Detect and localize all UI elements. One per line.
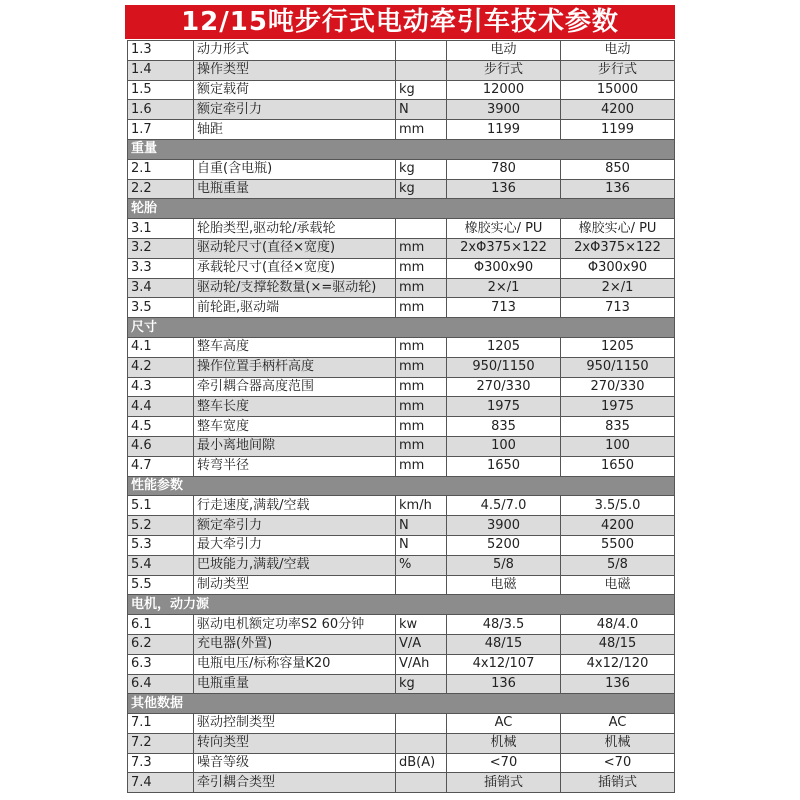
- spec-unit: N: [396, 535, 447, 555]
- spec-unit: mm: [396, 377, 447, 397]
- spec-name: 轮胎类型,驱动轮/承载轮: [194, 219, 396, 239]
- table-row: [128, 100, 675, 120]
- spec-name: 驱动控制类型: [194, 714, 396, 734]
- spec-name: 操作位置手柄杆高度: [194, 357, 396, 377]
- spec-name: 最小离地间隙: [194, 436, 396, 456]
- section-header: [128, 199, 675, 219]
- spec-name: 牵引耦合器高度范围: [194, 377, 396, 397]
- spec-value-15t: 4200: [561, 100, 675, 120]
- spec-unit: kw: [396, 615, 447, 635]
- table-row: [128, 773, 675, 793]
- spec-unit: [396, 575, 447, 595]
- table-row: [128, 60, 675, 80]
- spec-name: 电瓶电压/标称容量K20: [194, 654, 396, 674]
- table-row: [128, 80, 675, 100]
- spec-number: 4.4: [128, 397, 194, 417]
- spec-name: 动力形式: [194, 41, 396, 61]
- spec-value-12t: 3900: [447, 516, 561, 536]
- spec-value-12t: 835: [447, 417, 561, 437]
- spec-value-15t: 1975: [561, 397, 675, 417]
- spec-name: 操作类型: [194, 60, 396, 80]
- spec-value-12t: 1205: [447, 337, 561, 357]
- spec-number: 3.1: [128, 219, 194, 239]
- spec-value-12t: 2xΦ375×122: [447, 238, 561, 258]
- spec-value-15t: 136: [561, 674, 675, 694]
- spec-name: 额定牵引力: [194, 100, 396, 120]
- section-title: 尺寸: [128, 318, 675, 338]
- table-row: [128, 159, 675, 179]
- section-title: 电机，动力源: [128, 595, 675, 615]
- section-title: 轮胎: [128, 199, 675, 219]
- spec-name: 牵引耦合类型: [194, 773, 396, 793]
- table-row: [128, 456, 675, 476]
- spec-value-12t: 步行式: [447, 60, 561, 80]
- spec-value-15t: 850: [561, 159, 675, 179]
- spec-number: 4.6: [128, 436, 194, 456]
- spec-value-15t: 270/330: [561, 377, 675, 397]
- spec-value-15t: 835: [561, 417, 675, 437]
- spec-name: 转弯半径: [194, 456, 396, 476]
- spec-value-15t: 48/4.0: [561, 615, 675, 635]
- spec-unit: [396, 41, 447, 61]
- spec-value-12t: 4x12/107: [447, 654, 561, 674]
- table-row: [128, 496, 675, 516]
- spec-unit: V/A: [396, 634, 447, 654]
- spec-name: 驱动电机额定功率S2 60分钟: [194, 615, 396, 635]
- spec-number: 1.6: [128, 100, 194, 120]
- spec-unit: [396, 733, 447, 753]
- spec-value-12t: AC: [447, 714, 561, 734]
- spec-value-15t: 1205: [561, 337, 675, 357]
- spec-unit: mm: [396, 238, 447, 258]
- spec-name: 行走速度,满载/空载: [194, 496, 396, 516]
- spec-value-12t: 3900: [447, 100, 561, 120]
- spec-number: 4.5: [128, 417, 194, 437]
- spec-value-15t: 136: [561, 179, 675, 199]
- spec-unit: mm: [396, 397, 447, 417]
- spec-value-12t: 1650: [447, 456, 561, 476]
- spec-value-12t: 1199: [447, 120, 561, 140]
- spec-number: 7.3: [128, 753, 194, 773]
- table-row: [128, 120, 675, 140]
- page-title: 12/15吨步行式电动牵引车技术参数: [125, 5, 675, 39]
- section-header: [128, 595, 675, 615]
- section-header: [128, 694, 675, 714]
- spec-unit: mm: [396, 337, 447, 357]
- spec-value-15t: 2xΦ375×122: [561, 238, 675, 258]
- spec-name: 转向类型: [194, 733, 396, 753]
- table-row: [128, 258, 675, 278]
- spec-unit: mm: [396, 120, 447, 140]
- spec-value-12t: 48/3.5: [447, 615, 561, 635]
- spec-unit: kg: [396, 159, 447, 179]
- spec-name: 整车高度: [194, 337, 396, 357]
- spec-number: 6.2: [128, 634, 194, 654]
- spec-unit: dB(A): [396, 753, 447, 773]
- spec-value-15t: 1199: [561, 120, 675, 140]
- spec-value-12t: 电磁: [447, 575, 561, 595]
- spec-name: 制动类型: [194, 575, 396, 595]
- spec-unit: [396, 219, 447, 239]
- spec-number: 4.2: [128, 357, 194, 377]
- spec-value-15t: Φ300x90: [561, 258, 675, 278]
- table-row: [128, 674, 675, 694]
- spec-value-12t: 5200: [447, 535, 561, 555]
- table-row: [128, 417, 675, 437]
- spec-value-15t: 橡胶实心/ PU: [561, 219, 675, 239]
- spec-value-12t: 插销式: [447, 773, 561, 793]
- spec-number: 2.2: [128, 179, 194, 199]
- spec-value-12t: 4.5/7.0: [447, 496, 561, 516]
- spec-name: 巴坡能力,满载/空载: [194, 555, 396, 575]
- spec-value-15t: 4x12/120: [561, 654, 675, 674]
- spec-number: 1.3: [128, 41, 194, 61]
- spec-value-12t: Φ300x90: [447, 258, 561, 278]
- spec-value-15t: 5500: [561, 535, 675, 555]
- spec-name: 额定牵引力: [194, 516, 396, 536]
- table-row: [128, 278, 675, 298]
- spec-unit: mm: [396, 278, 447, 298]
- spec-value-12t: 136: [447, 179, 561, 199]
- spec-number: 4.3: [128, 377, 194, 397]
- spec-unit: [396, 773, 447, 793]
- spec-value-15t: AC: [561, 714, 675, 734]
- spec-value-15t: 机械: [561, 733, 675, 753]
- spec-number: 3.2: [128, 238, 194, 258]
- spec-name: 轴距: [194, 120, 396, 140]
- spec-number: 3.4: [128, 278, 194, 298]
- spec-value-15t: 3.5/5.0: [561, 496, 675, 516]
- spec-number: 1.7: [128, 120, 194, 140]
- table-row: [128, 377, 675, 397]
- spec-unit: kg: [396, 179, 447, 199]
- spec-unit: mm: [396, 258, 447, 278]
- spec-value-15t: 插销式: [561, 773, 675, 793]
- spec-number: 5.1: [128, 496, 194, 516]
- spec-name: 承载轮尺寸(直径×宽度): [194, 258, 396, 278]
- section-title: 重量: [128, 139, 675, 159]
- table-row: [128, 219, 675, 239]
- table-row: [128, 337, 675, 357]
- spec-name: 充电器(外置): [194, 634, 396, 654]
- spec-value-12t: 12000: [447, 80, 561, 100]
- spec-value-15t: 713: [561, 298, 675, 318]
- spec-unit: mm: [396, 417, 447, 437]
- table-row: [128, 535, 675, 555]
- spec-name: 自重(含电瓶): [194, 159, 396, 179]
- spec-name: 额定载荷: [194, 80, 396, 100]
- spec-name: 驱动轮尺寸(直径×宽度): [194, 238, 396, 258]
- spec-unit: kg: [396, 80, 447, 100]
- spec-value-12t: 48/15: [447, 634, 561, 654]
- spec-table: [127, 40, 675, 793]
- spec-unit: [396, 714, 447, 734]
- spec-value-12t: 5/8: [447, 555, 561, 575]
- spec-value-12t: 100: [447, 436, 561, 456]
- spec-unit: N: [396, 516, 447, 536]
- section-header: [128, 318, 675, 338]
- spec-number: 6.1: [128, 615, 194, 635]
- table-row: [128, 555, 675, 575]
- section-header: [128, 476, 675, 496]
- spec-name: 电瓶重量: [194, 179, 396, 199]
- spec-value-12t: 橡胶实心/ PU: [447, 219, 561, 239]
- spec-name: 整车长度: [194, 397, 396, 417]
- spec-value-15t: 4200: [561, 516, 675, 536]
- spec-value-15t: 电动: [561, 41, 675, 61]
- spec-number: 4.1: [128, 337, 194, 357]
- table-row: [128, 397, 675, 417]
- spec-number: 5.2: [128, 516, 194, 536]
- spec-value-12t: 780: [447, 159, 561, 179]
- table-row: [128, 238, 675, 258]
- spec-number: 6.4: [128, 674, 194, 694]
- table-row: [128, 357, 675, 377]
- section-title: 性能参数: [128, 476, 675, 496]
- spec-value-12t: 1975: [447, 397, 561, 417]
- spec-value-15t: 100: [561, 436, 675, 456]
- spec-number: 7.1: [128, 714, 194, 734]
- spec-name: 最大牵引力: [194, 535, 396, 555]
- spec-value-12t: 2×/1: [447, 278, 561, 298]
- spec-number: 6.3: [128, 654, 194, 674]
- spec-name: 驱动轮/支撑轮数量(×=驱动轮): [194, 278, 396, 298]
- spec-value-15t: 2×/1: [561, 278, 675, 298]
- spec-number: 4.7: [128, 456, 194, 476]
- spec-unit: kg: [396, 674, 447, 694]
- table-row: [128, 654, 675, 674]
- section-header: [128, 139, 675, 159]
- spec-number: 5.3: [128, 535, 194, 555]
- spec-unit: mm: [396, 357, 447, 377]
- section-title: 其他数据: [128, 694, 675, 714]
- spec-unit: mm: [396, 436, 447, 456]
- table-row: [128, 436, 675, 456]
- spec-unit: %: [396, 555, 447, 575]
- spec-value-12t: 713: [447, 298, 561, 318]
- spec-value-15t: 1650: [561, 456, 675, 476]
- spec-value-15t: 步行式: [561, 60, 675, 80]
- spec-number: 1.5: [128, 80, 194, 100]
- spec-unit: V/Ah: [396, 654, 447, 674]
- spec-value-15t: 15000: [561, 80, 675, 100]
- spec-unit: km/h: [396, 496, 447, 516]
- spec-number: 5.4: [128, 555, 194, 575]
- table-row: [128, 753, 675, 773]
- spec-name: 前轮距,驱动端: [194, 298, 396, 318]
- spec-value-12t: 950/1150: [447, 357, 561, 377]
- table-row: [128, 516, 675, 536]
- spec-value-15t: 5/8: [561, 555, 675, 575]
- spec-value-12t: <70: [447, 753, 561, 773]
- spec-unit: mm: [396, 298, 447, 318]
- table-row: [128, 714, 675, 734]
- table-row: [128, 41, 675, 61]
- spec-value-12t: 电动: [447, 41, 561, 61]
- spec-unit: [396, 60, 447, 80]
- spec-number: 2.1: [128, 159, 194, 179]
- spec-name: 噪音等级: [194, 753, 396, 773]
- table-row: [128, 298, 675, 318]
- spec-value-15t: 48/15: [561, 634, 675, 654]
- spec-unit: mm: [396, 456, 447, 476]
- table-row: [128, 634, 675, 654]
- spec-value-15t: 950/1150: [561, 357, 675, 377]
- spec-name: 整车宽度: [194, 417, 396, 437]
- spec-number: 7.2: [128, 733, 194, 753]
- spec-value-12t: 136: [447, 674, 561, 694]
- spec-number: 1.4: [128, 60, 194, 80]
- table-row: [128, 575, 675, 595]
- spec-number: 3.5: [128, 298, 194, 318]
- spec-unit: N: [396, 100, 447, 120]
- spec-value-12t: 机械: [447, 733, 561, 753]
- spec-number: 7.4: [128, 773, 194, 793]
- spec-value-15t: <70: [561, 753, 675, 773]
- spec-value-15t: 电磁: [561, 575, 675, 595]
- spec-number: 3.3: [128, 258, 194, 278]
- table-row: [128, 733, 675, 753]
- spec-number: 5.5: [128, 575, 194, 595]
- spec-value-12t: 270/330: [447, 377, 561, 397]
- spec-name: 电瓶重量: [194, 674, 396, 694]
- table-row: [128, 615, 675, 635]
- table-row: [128, 179, 675, 199]
